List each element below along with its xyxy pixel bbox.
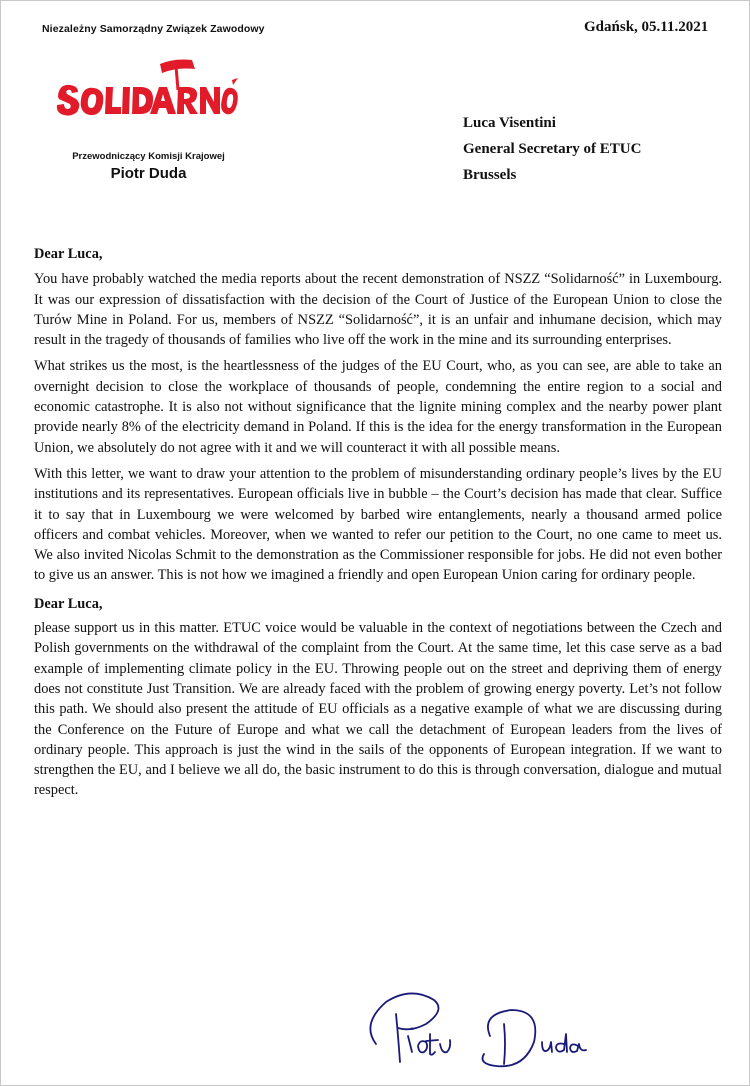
handwritten-signature bbox=[356, 984, 606, 1079]
recipient-city: Brussels bbox=[463, 167, 517, 183]
recipient-block bbox=[463, 110, 641, 188]
organization-name: Niezależny Samorządny Związek Zawodowy bbox=[42, 23, 265, 35]
recipient-title: General Secretary of ETUC bbox=[463, 141, 642, 157]
paragraph: please support us in this matter. ETUC voice would be valuable in the context of negotiations between the Czech and Polish governments on the withdrawal of the complaint from the Court. At the same time, let this case serve as a bad example of implementing climate policy in the EU. Throwing people out on the street and depriving them of energy does not constitute Just Transition. We are already faced with the problem of growing energy poverty. Let’s not follow this path. We should also present the attitude of EU officials as a negative example of what we are discussing during the Conference on the Future of Europe and what we call the detachment of European leaders from the lives of ordinary people. This approach is just the wind in the sails of the opponents of European integration. If we want to strengthen the EU, and I believe we all do, the basic instrument to do this is through conversation, dialogue and mutual respect. bbox=[34, 620, 722, 799]
salutation: Dear Luca, bbox=[34, 595, 103, 612]
chair-title: Przewodniczący Komisji Krajowej bbox=[72, 151, 225, 162]
paragraph: What strikes us the most, is the heartlessness of the judges of the EU Court, who, as you can see, are able to take an overnight decision to close the workplace of thousands of people, condemning the entire region to a social and economic catastrophe. It is also not without significance that the lignite mining complex and the nearby power plant provide nearly 8% of the electricity demand in Poland. If this is the idea for the energy transformation in the European Union, we absolutely do not agree with it and we will counteract it with all possible means. bbox=[34, 358, 722, 456]
letter-body bbox=[34, 244, 722, 807]
salutation: Dear Luca, bbox=[34, 246, 103, 262]
solidarnosc-logo bbox=[56, 56, 238, 130]
date-line: Gdańsk, 05.11.2021 bbox=[584, 19, 709, 35]
chair-name: Piotr Duda bbox=[110, 165, 187, 182]
paragraph: With this letter, we want to draw your attention to the problem of misunderstanding ordinary people’s lives by the EU institutions and its representatives. European officials live in bubble – the Court’s decision has made that clear. Suffice it to say that in Luxembourg we were welcomed by barbed wire entanglements, nearly a thousand armed police officers and combat vehicles. Moreover, when we wanted to refer our petition to the Court, no one came to meet us. We also invited Nicolas Schmit to the demonstration as the Commissioner responsible for jobs. He did not even bother to give us an answer. This is not how we imagined a friendly and open European Union caring for ordinary people. bbox=[34, 465, 722, 584]
paragraph: You have probably watched the media reports about the recent demonstration of NSZZ “Solidarność” in Luxembourg. It was our expression of dissatisfaction with the decision of the Court of Justice of the European Union to close the Turów Mine in Poland. For us, members of NSZZ “Solidarność”, it is an unfair and inhumane decision, which may result in the tragedy of thousands of families who live off the work in the mine and its surrounding enterprises. bbox=[34, 271, 722, 349]
recipient-name: Luca Visentini bbox=[463, 115, 556, 131]
